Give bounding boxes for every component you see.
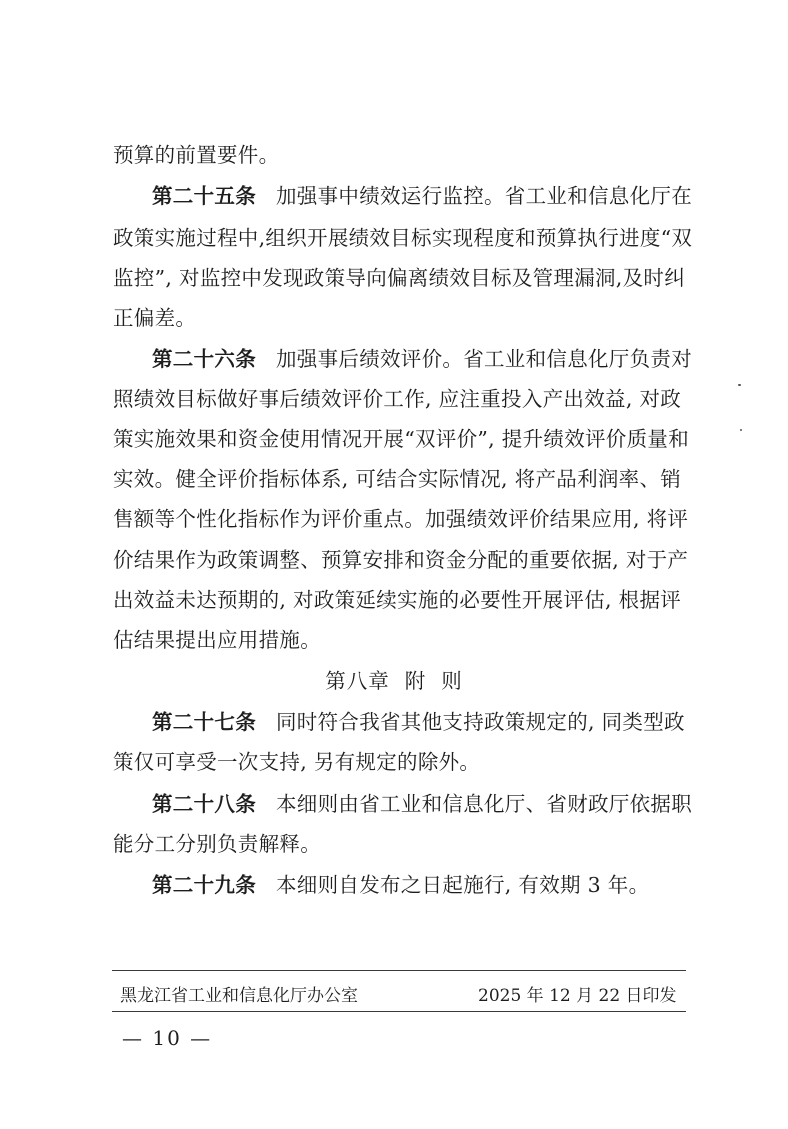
article-number: 第二十九条 bbox=[152, 873, 256, 897]
body-line: 政策实施过程中,组织开展绩效目标实现程度和预算执行进度“双 bbox=[113, 226, 693, 250]
body-line: 策仅可享受一次支持, 另有规定的除外。 bbox=[113, 750, 481, 774]
body-line: 出效益未达预期的, 对政策延续实施的必要性开展评估, 根据评 bbox=[113, 588, 682, 612]
body-line: 监控”, 对监控中发现政策导向偏离绩效目标及管理漏洞,及时纠 bbox=[113, 266, 686, 290]
body-line: 照绩效目标做好事后绩效评价工作, 应注重投入产出效益, 对政 bbox=[113, 387, 682, 411]
scan-speck bbox=[740, 429, 742, 431]
chapter-title: 第八章 附 则 bbox=[325, 669, 463, 693]
article-number: 第二十六条 bbox=[152, 347, 256, 371]
article-text: 本细则由省工业和信息化厅、省财政厅依据职 bbox=[276, 792, 692, 816]
body-line: 价结果作为政策调整、预算安排和资金分配的重要依据, 对于产 bbox=[113, 548, 689, 572]
article-29-line bbox=[152, 873, 649, 897]
article-26-line bbox=[152, 347, 692, 371]
footer-bottom-rule bbox=[112, 1011, 686, 1012]
article-text: 同时符合我省其他支持政策规定的, 同类型政 bbox=[276, 710, 685, 734]
body-line: 估结果提出应用措施。 bbox=[113, 628, 321, 652]
body-line: 正偏差。 bbox=[113, 306, 197, 330]
article-28-line bbox=[152, 792, 692, 816]
article-number: 第二十八条 bbox=[152, 792, 256, 816]
footer-top-rule bbox=[112, 970, 686, 971]
article-text: 本细则自发布之日起施行, 有效期 3 年。 bbox=[276, 873, 650, 897]
page-number: — 10 — bbox=[122, 1026, 213, 1050]
body-line: 策实施效果和资金使用情况开展“双评价”, 提升绩效评价质量和 bbox=[113, 427, 689, 451]
article-text: 加强事中绩效运行监控。省工业和信息化厅在 bbox=[276, 184, 692, 208]
article-25-line bbox=[152, 184, 692, 208]
body-line: 能分工分别负责解释。 bbox=[113, 832, 321, 856]
footer-print-date: 2025 年 12 月 22 日印发 bbox=[478, 986, 677, 1006]
article-number: 第二十七条 bbox=[152, 710, 256, 734]
body-line: 实效。健全评价指标体系, 可结合实际情况, 将产品利润率、销 bbox=[113, 467, 682, 491]
article-text: 加强事后绩效评价。省工业和信息化厅负责对 bbox=[276, 347, 692, 371]
body-line: 售额等个性化指标作为评价重点。加强绩效评价结果应用, 将评 bbox=[113, 507, 689, 531]
article-27-line bbox=[152, 710, 685, 734]
scan-speck bbox=[738, 384, 741, 386]
body-line: 预算的前置要件。 bbox=[113, 143, 280, 167]
article-number: 第二十五条 bbox=[152, 184, 256, 208]
footer-issuer: 黑龙江省工业和信息化厅办公室 bbox=[120, 986, 358, 1006]
